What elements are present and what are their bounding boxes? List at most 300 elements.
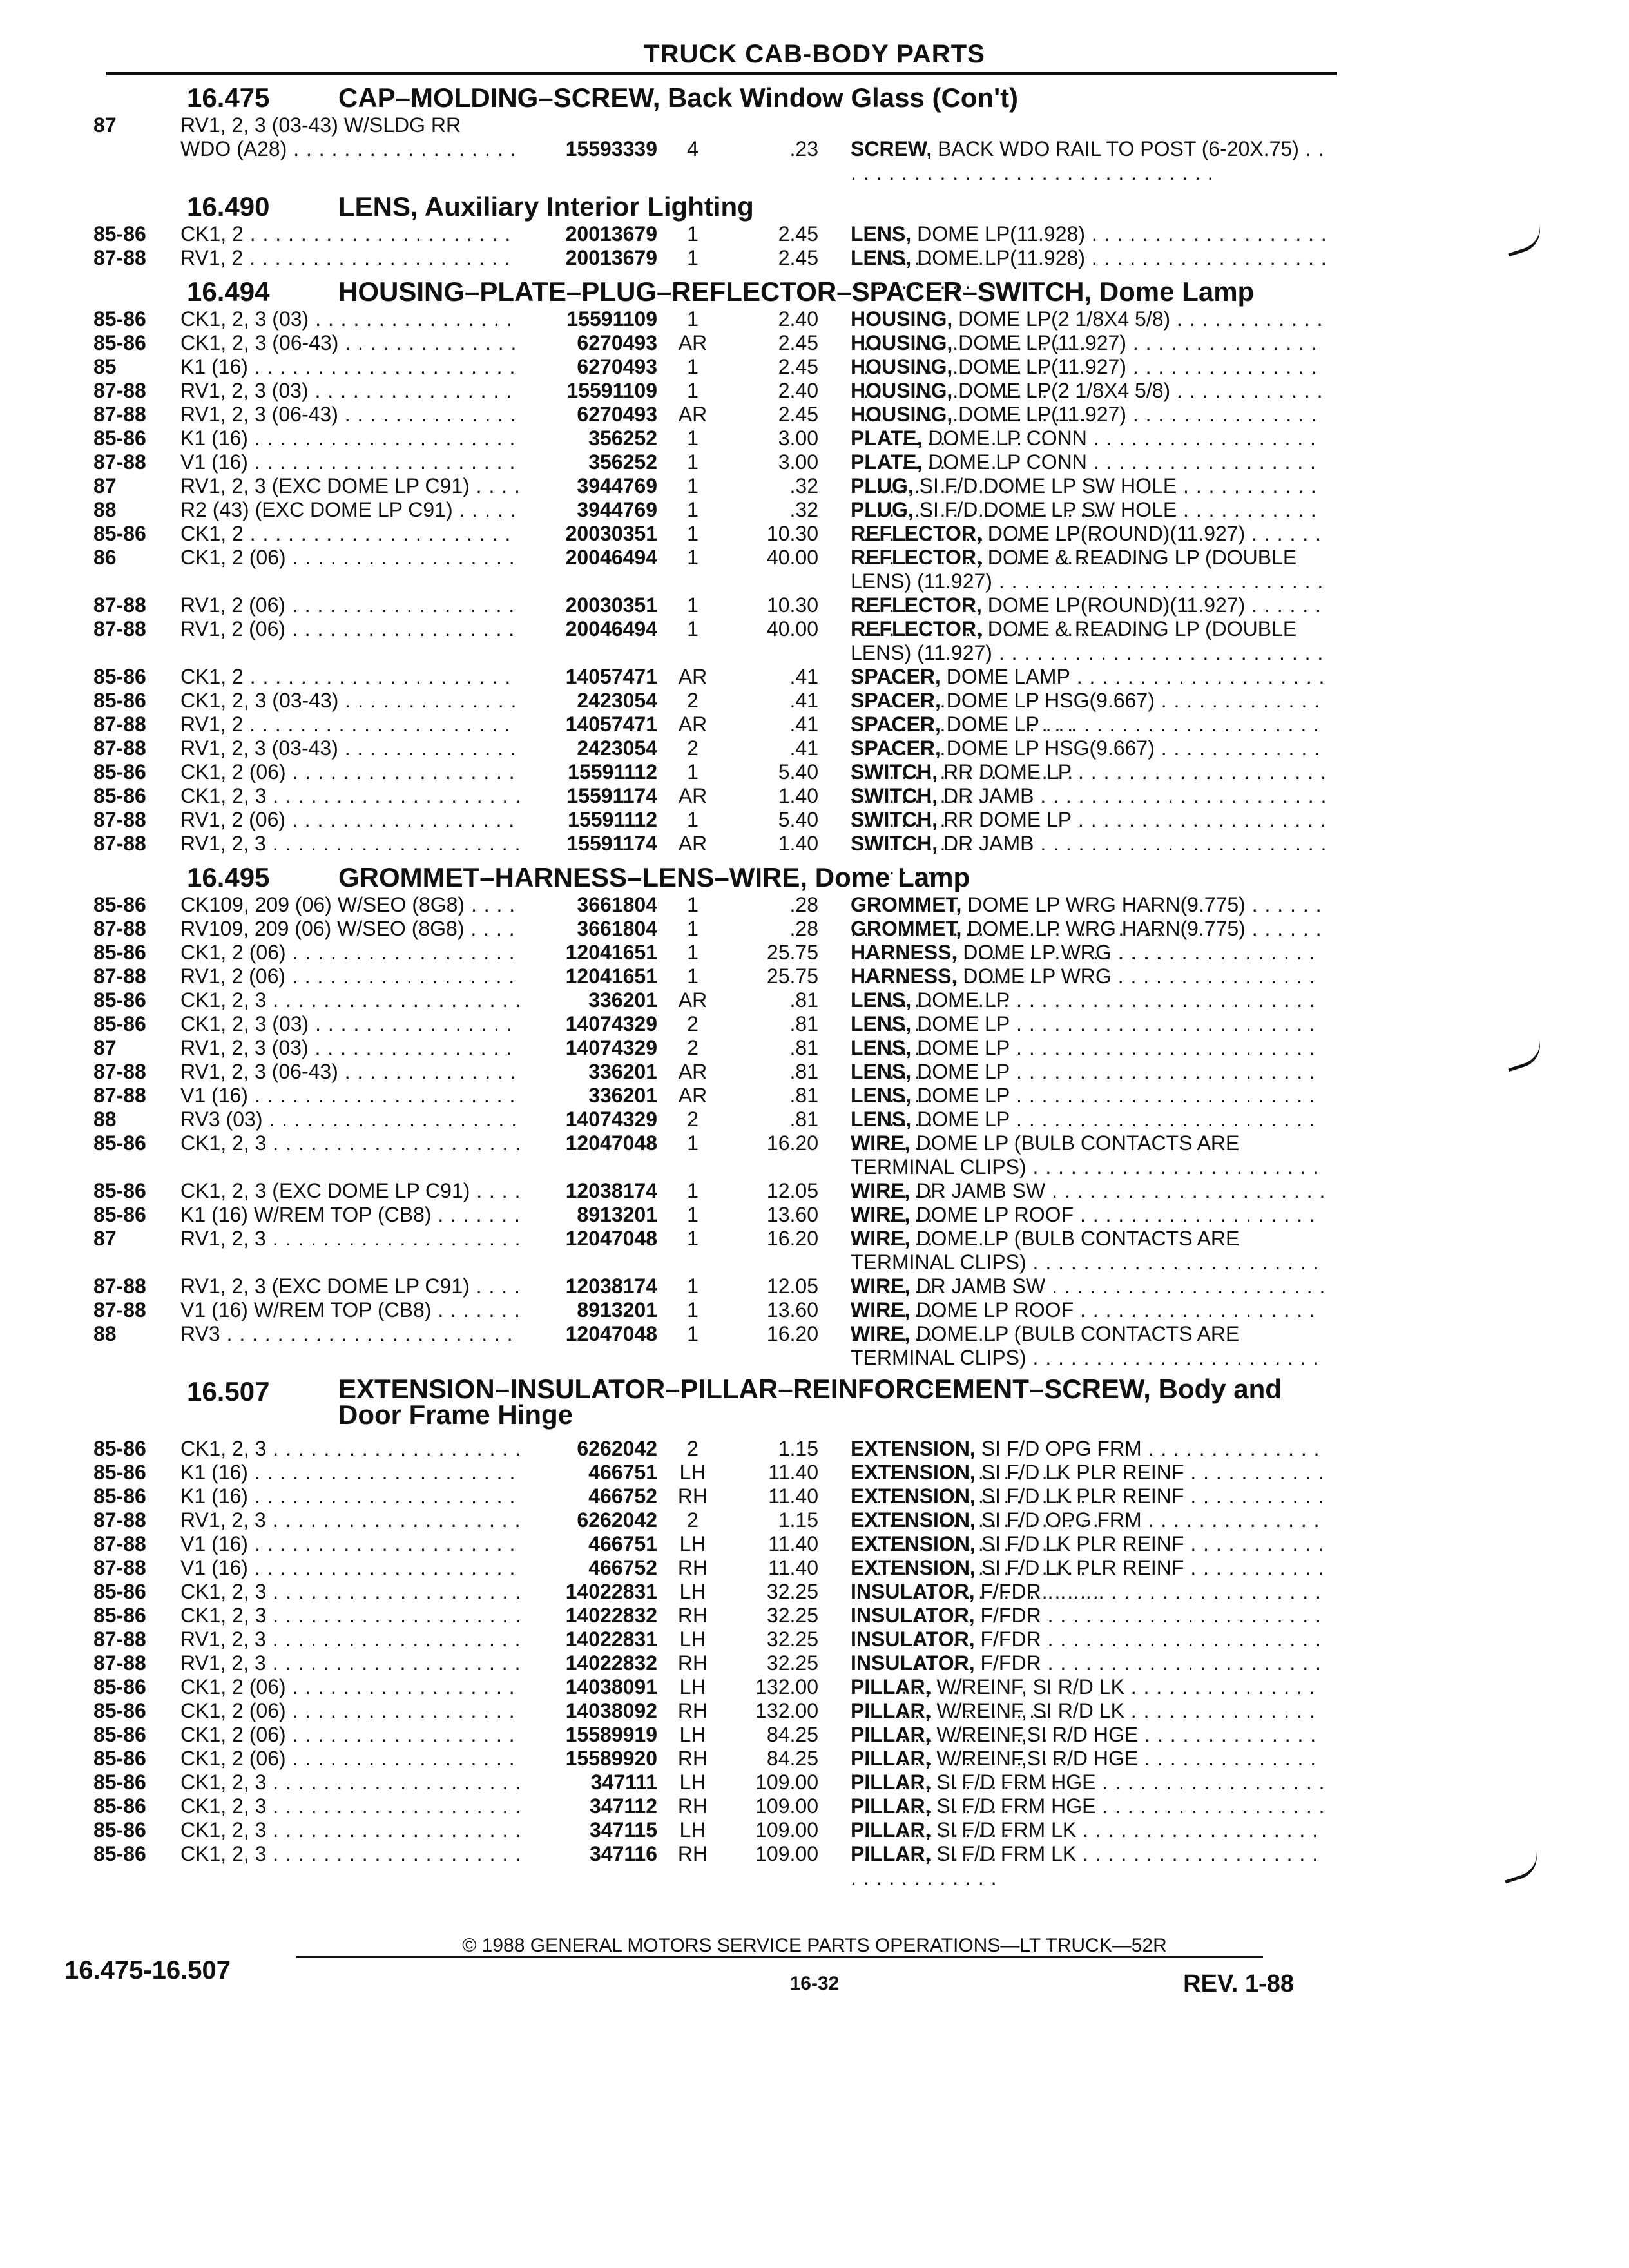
part-price: 132.00 bbox=[755, 1675, 818, 1698]
part-name: SCREW, bbox=[851, 137, 932, 160]
part-model: RV3 . . . bbox=[180, 1322, 519, 1346]
part-row bbox=[0, 1771, 1629, 1794]
part-price: 5.40 bbox=[778, 760, 818, 783]
part-number: 12041651 bbox=[565, 941, 657, 964]
part-price: 25.75 bbox=[766, 965, 818, 988]
part-price: 12.05 bbox=[766, 1274, 818, 1298]
part-price: 32.25 bbox=[766, 1628, 818, 1651]
part-detail: DOME LP CONN bbox=[928, 427, 1087, 450]
part-name: REFLECTOR, bbox=[851, 593, 982, 617]
part-quantity: RH bbox=[677, 1842, 708, 1865]
part-model: CK1, 2, 3 (03) . . . bbox=[180, 307, 519, 331]
part-name: LENS, bbox=[851, 246, 912, 269]
part-detail: SI F/D FRM HGE bbox=[936, 1794, 1096, 1818]
part-detail: DR JAMB bbox=[943, 832, 1034, 855]
part-model: V1 (16) . . . bbox=[180, 1084, 519, 1108]
part-model: RV1, 2, 3 . . . bbox=[180, 1227, 519, 1251]
part-price: 40.00 bbox=[766, 617, 818, 640]
part-price: 1.15 bbox=[778, 1508, 818, 1532]
part-quantity: 2 bbox=[687, 1508, 699, 1532]
part-number: 15591109 bbox=[566, 307, 657, 331]
part-price: 32.25 bbox=[766, 1604, 818, 1627]
part-name: LENS, bbox=[851, 988, 912, 1012]
part-detail: DOME LP WRG bbox=[963, 965, 1112, 988]
part-row bbox=[0, 1322, 1629, 1370]
part-quantity: RH bbox=[677, 1604, 708, 1627]
part-price: 16.20 bbox=[766, 1322, 818, 1345]
part-quantity: RH bbox=[677, 1699, 708, 1722]
part-quantity: 1 bbox=[687, 1322, 699, 1345]
part-years: 85-86 bbox=[93, 1203, 146, 1226]
part-number: 466752 bbox=[588, 1485, 657, 1508]
part-detail: DOME LP bbox=[917, 1060, 1010, 1083]
part-detail: SI F/D LK PLR REINF bbox=[981, 1461, 1184, 1484]
part-quantity: LH bbox=[679, 1532, 706, 1555]
part-quantity: 4 bbox=[687, 137, 699, 160]
part-price: .28 bbox=[789, 917, 818, 940]
part-model: CK1, 2, 3 (03-43) . . . bbox=[180, 689, 519, 713]
part-detail: DOME LP bbox=[946, 713, 1039, 736]
part-name: PLATE, bbox=[851, 450, 923, 474]
part-number: 3661804 bbox=[577, 893, 657, 916]
part-number: 20030351 bbox=[565, 522, 657, 545]
part-price: 84.25 bbox=[766, 1723, 818, 1746]
part-row bbox=[0, 1179, 1629, 1203]
part-detail: DOME LP WRG HARN(9.775) bbox=[967, 893, 1246, 916]
part-number: 6270493 bbox=[577, 331, 657, 354]
part-name: REFLECTOR, bbox=[851, 617, 982, 640]
part-years: 85-86 bbox=[93, 427, 146, 450]
part-model: RV1, 2, 3 . . . bbox=[180, 1651, 519, 1675]
part-years: 87-88 bbox=[93, 593, 146, 617]
part-row bbox=[0, 1747, 1629, 1771]
part-detail: DR JAMB SW bbox=[916, 1274, 1046, 1298]
part-row bbox=[0, 1036, 1629, 1060]
part-row bbox=[0, 1675, 1629, 1699]
part-row bbox=[0, 522, 1629, 546]
part-name: PLUG, bbox=[851, 498, 914, 521]
part-number: 12047048 bbox=[565, 1131, 657, 1155]
part-model: CK1, 2 (06) . . . bbox=[180, 941, 519, 965]
part-price: 2.45 bbox=[778, 331, 818, 354]
part-row bbox=[0, 665, 1629, 689]
part-quantity: LH bbox=[679, 1675, 706, 1698]
part-years: 87-88 bbox=[93, 965, 146, 988]
part-quantity: RH bbox=[677, 1794, 708, 1818]
part-years: 85-86 bbox=[93, 1699, 146, 1722]
part-price: 11.40 bbox=[768, 1532, 818, 1555]
part-price: .41 bbox=[789, 665, 818, 688]
part-model: CK1, 2 . . . bbox=[180, 522, 519, 546]
footer-page-number: 16-32 bbox=[789, 1973, 840, 1994]
part-name: SPACER, bbox=[851, 736, 941, 760]
part-detail: DOME LP(11.927) bbox=[958, 331, 1126, 354]
part-price: .32 bbox=[789, 498, 818, 521]
part-price: 11.40 bbox=[768, 1556, 818, 1579]
part-years: 87-88 bbox=[93, 917, 146, 940]
part-quantity: AR bbox=[678, 403, 708, 426]
part-number: 14057471 bbox=[565, 713, 657, 736]
part-number: 15591174 bbox=[566, 832, 657, 855]
part-row bbox=[0, 784, 1629, 808]
part-number: 15593339 bbox=[565, 137, 657, 160]
part-model: RV1, 2 (06) . . . bbox=[180, 593, 519, 617]
part-price: 10.30 bbox=[766, 593, 818, 617]
part-number: 6262042 bbox=[577, 1437, 657, 1460]
part-number: 356252 bbox=[588, 450, 657, 474]
part-model: K1 (16) . . . bbox=[180, 427, 519, 450]
part-price: 16.20 bbox=[766, 1131, 818, 1155]
part-detail: F/FDR bbox=[980, 1628, 1041, 1651]
part-detail: DOME LP HSG(9.667) bbox=[946, 689, 1155, 712]
part-number: 20046494 bbox=[565, 617, 657, 640]
section-title: HOUSING–PLATE–PLUG–REFLECTOR–SPACER–SWITCH, Dome Lamp bbox=[338, 276, 1255, 307]
section-header bbox=[0, 76, 1629, 113]
part-quantity: 1 bbox=[687, 355, 699, 378]
part-detail: SI F/D DOME LP SW HOLE bbox=[919, 498, 1177, 521]
part-row bbox=[0, 832, 1629, 856]
part-quantity: 1 bbox=[687, 1131, 699, 1155]
part-years: 85-86 bbox=[93, 1675, 146, 1698]
part-detail: DOME LP (BULB CONTACTS ARE TERMINAL CLIPS) bbox=[851, 1322, 1240, 1369]
part-model: CK1, 2, 3 . . . bbox=[180, 784, 519, 808]
part-quantity: RH bbox=[677, 1747, 708, 1770]
part-quantity: 1 bbox=[687, 427, 699, 450]
part-row bbox=[0, 1012, 1629, 1036]
part-name: SPACER, bbox=[851, 689, 941, 712]
part-model: RV1, 2 (06) . . . bbox=[180, 617, 519, 641]
part-model: CK1, 2, 3 (EXC DOME LP C91) . . . bbox=[180, 1179, 519, 1203]
part-quantity: AR bbox=[678, 331, 708, 354]
part-name: LENS, bbox=[851, 1108, 912, 1131]
part-price: 11.40 bbox=[768, 1485, 818, 1508]
part-number: 15589920 bbox=[565, 1747, 657, 1770]
part-name: INSULATOR, bbox=[851, 1628, 975, 1651]
part-years: 85-86 bbox=[93, 1437, 146, 1460]
part-row bbox=[0, 1699, 1629, 1723]
part-number: 14038092 bbox=[565, 1699, 657, 1722]
part-price: 11.40 bbox=[768, 1461, 818, 1484]
part-name: HOUSING, bbox=[851, 331, 953, 354]
part-detail: SI F/D FRM HGE bbox=[936, 1771, 1096, 1794]
part-detail: DOME LP HSG(9.667) bbox=[946, 736, 1155, 760]
part-detail: DOME LP (BULB CONTACTS ARE TERMINAL CLIPS) bbox=[851, 1227, 1240, 1274]
part-quantity: AR bbox=[678, 988, 708, 1012]
part-number: 336201 bbox=[588, 988, 657, 1012]
part-detail: DOME LP(11.927) bbox=[958, 355, 1126, 378]
part-years: 87-88 bbox=[93, 379, 146, 402]
section-header bbox=[0, 856, 1629, 893]
part-name: PLUG, bbox=[851, 474, 914, 497]
part-detail: DOME LP WRG bbox=[963, 941, 1112, 964]
part-name: HOUSING, bbox=[851, 403, 953, 426]
section-number: 16.475 bbox=[187, 82, 270, 113]
part-row bbox=[0, 1108, 1629, 1131]
part-name: HOUSING, bbox=[851, 355, 953, 378]
part-price: 109.00 bbox=[755, 1794, 818, 1818]
part-years: 85-86 bbox=[93, 1842, 146, 1865]
part-years: 85-86 bbox=[93, 689, 146, 712]
part-model: RV1, 2, 3 . . . bbox=[180, 832, 519, 856]
part-years: 87-88 bbox=[93, 1060, 146, 1083]
part-price: .81 bbox=[789, 1012, 818, 1035]
part-number: 3944769 bbox=[577, 474, 657, 497]
part-model: K1 (16) W/REM TOP (CB8) . . . bbox=[180, 1203, 519, 1227]
part-name: LENS, bbox=[851, 1012, 912, 1035]
part-price: .32 bbox=[789, 474, 818, 497]
part-years: 87-88 bbox=[93, 1274, 146, 1298]
part-detail: DOME LP(11.928) bbox=[917, 222, 1085, 245]
part-detail: DOME LP(ROUND)(11.927) bbox=[987, 522, 1246, 545]
part-number: 12038174 bbox=[565, 1179, 657, 1202]
part-price: 2.45 bbox=[778, 355, 818, 378]
part-number: 20013679 bbox=[565, 246, 657, 269]
part-years: 87-88 bbox=[93, 1532, 146, 1555]
part-name: HARNESS, bbox=[851, 941, 958, 964]
part-row bbox=[0, 222, 1629, 246]
part-name: REFLECTOR, bbox=[851, 546, 982, 569]
part-price: 2.45 bbox=[778, 403, 818, 426]
part-detail: DOME LP(11.928) bbox=[917, 246, 1085, 269]
part-detail: SI F/D FRM LK bbox=[936, 1818, 1077, 1841]
section-title: EXTENSION–INSULATOR–PILLAR–REINFORCEMENT–SCREW, Body and Door Frame Hinge bbox=[338, 1374, 1282, 1430]
part-years: 87 bbox=[93, 113, 117, 137]
part-detail: DOME LP(ROUND)(11.927) bbox=[987, 593, 1246, 617]
part-years: 87 bbox=[93, 1036, 117, 1059]
part-number: 3661804 bbox=[577, 917, 657, 940]
part-number: 6270493 bbox=[577, 403, 657, 426]
part-detail: SI F/D DOME LP SW HOLE bbox=[919, 474, 1177, 497]
part-quantity: LH bbox=[679, 1461, 706, 1484]
part-model: CK1, 2 (06) . . . bbox=[180, 1675, 519, 1699]
part-years: 85-86 bbox=[93, 522, 146, 545]
part-row bbox=[0, 1485, 1629, 1508]
part-years: 87-88 bbox=[93, 1298, 146, 1321]
part-price: 2.45 bbox=[778, 222, 818, 245]
part-model: CK1, 2, 3 (06-43) . . . bbox=[180, 331, 519, 355]
part-number: 466751 bbox=[588, 1461, 657, 1484]
part-years: 85-86 bbox=[93, 893, 146, 916]
part-row bbox=[0, 1084, 1629, 1108]
part-number: 20013679 bbox=[565, 222, 657, 245]
part-detail: DOME & READING LP (DOUBLE LENS) (11.927) bbox=[851, 617, 1297, 664]
part-name: HARNESS, bbox=[851, 965, 958, 988]
part-model: RV1, 2, 3 (03) . . . bbox=[180, 1036, 519, 1060]
part-model: RV1, 2 (06) . . . bbox=[180, 808, 519, 832]
part-row bbox=[0, 593, 1629, 617]
part-quantity: 2 bbox=[687, 1036, 699, 1059]
part-years: 87-88 bbox=[93, 246, 146, 269]
part-name: PILLAR, bbox=[851, 1723, 931, 1746]
part-detail: DOME LP ROOF bbox=[916, 1203, 1074, 1226]
part-number: 14057471 bbox=[565, 665, 657, 688]
part-row bbox=[0, 1227, 1629, 1274]
section-title: CAP–MOLDING–SCREW, Back Window Glass (Con't) bbox=[338, 82, 1019, 113]
part-row bbox=[0, 498, 1629, 522]
part-years: 85 bbox=[93, 355, 117, 378]
part-name: PILLAR, bbox=[851, 1747, 931, 1770]
part-name: SWITCH, bbox=[851, 784, 938, 807]
part-detail: DOME LAMP bbox=[946, 665, 1070, 688]
part-price: 12.05 bbox=[766, 1179, 818, 1202]
part-number: 12047048 bbox=[565, 1322, 657, 1345]
part-row bbox=[0, 1203, 1629, 1227]
part-years: 87-88 bbox=[93, 736, 146, 760]
part-number: 12047048 bbox=[565, 1227, 657, 1250]
part-detail: DOME LP(2 1/8X4 5/8) bbox=[958, 307, 1171, 331]
part-quantity: LH bbox=[679, 1723, 706, 1746]
part-detail: DOME LP CONN bbox=[928, 450, 1087, 474]
part-name: WIRE, bbox=[851, 1322, 911, 1345]
part-model: CK1, 2, 3 . . . bbox=[180, 1580, 519, 1604]
part-detail: W/REINF,SI R/D HGE bbox=[936, 1723, 1139, 1746]
part-model: CK1, 2 (06) . . . bbox=[180, 1723, 519, 1747]
part-number: 15591112 bbox=[568, 760, 657, 783]
part-model: RV3 (03) . . . bbox=[180, 1108, 519, 1131]
part-name: LENS, bbox=[851, 1060, 912, 1083]
part-name: WIRE, bbox=[851, 1227, 911, 1250]
part-number: 14022831 bbox=[565, 1628, 657, 1651]
part-name: INSULATOR, bbox=[851, 1651, 975, 1675]
part-model: CK1, 2, 3 . . . bbox=[180, 1131, 519, 1155]
part-number: 466751 bbox=[588, 1532, 657, 1555]
part-row bbox=[0, 965, 1629, 988]
part-model: CK1, 2 . . . bbox=[180, 222, 519, 246]
part-row bbox=[0, 941, 1629, 965]
part-years: 87-88 bbox=[93, 1508, 146, 1532]
part-row bbox=[0, 689, 1629, 713]
part-row bbox=[0, 355, 1629, 379]
part-quantity: 1 bbox=[687, 617, 699, 640]
part-name: EXTENSION, bbox=[851, 1437, 976, 1460]
part-price: 1.40 bbox=[778, 784, 818, 807]
part-years: 86 bbox=[93, 546, 117, 569]
part-years: 87-88 bbox=[93, 808, 146, 831]
part-name: GROMMET, bbox=[851, 893, 962, 916]
part-price: 1.40 bbox=[778, 832, 818, 855]
part-years: 87-88 bbox=[93, 713, 146, 736]
part-model: RV1, 2, 3 . . . bbox=[180, 1628, 519, 1651]
part-name: PILLAR, bbox=[851, 1699, 931, 1722]
part-price: 25.75 bbox=[766, 941, 818, 964]
part-quantity: 1 bbox=[687, 522, 699, 545]
part-row bbox=[0, 379, 1629, 403]
part-years: 85-86 bbox=[93, 988, 146, 1012]
part-number: 8913201 bbox=[577, 1203, 657, 1226]
part-row bbox=[0, 474, 1629, 498]
part-name: WIRE, bbox=[851, 1203, 911, 1226]
part-row bbox=[0, 1723, 1629, 1747]
part-row bbox=[0, 917, 1629, 941]
section-header bbox=[0, 1370, 1629, 1437]
part-number: 336201 bbox=[588, 1060, 657, 1083]
page-title: TRUCK CAB-BODY PARTS bbox=[644, 40, 985, 68]
part-name: LENS, bbox=[851, 1084, 912, 1107]
part-number: 14038091 bbox=[565, 1675, 657, 1698]
part-number: 3944769 bbox=[577, 498, 657, 521]
part-name: SWITCH, bbox=[851, 832, 938, 855]
part-number: 14074329 bbox=[565, 1036, 657, 1059]
part-description bbox=[851, 137, 1327, 185]
part-years: 85-86 bbox=[93, 1012, 146, 1035]
part-years: 85-86 bbox=[93, 784, 146, 807]
part-model: CK1, 2, 3 . . . bbox=[180, 988, 519, 1012]
part-name: WIRE, bbox=[851, 1298, 911, 1321]
part-years: 85-86 bbox=[93, 1179, 146, 1202]
part-price: .41 bbox=[789, 736, 818, 760]
part-row bbox=[0, 1604, 1629, 1628]
part-quantity: 1 bbox=[687, 1274, 699, 1298]
part-years: 87-88 bbox=[93, 1628, 146, 1651]
part-price: .41 bbox=[789, 689, 818, 712]
part-years: 87-88 bbox=[93, 1651, 146, 1675]
part-name: PILLAR, bbox=[851, 1771, 931, 1794]
part-name: LENS, bbox=[851, 222, 912, 245]
part-years: 88 bbox=[93, 498, 117, 521]
part-detail: DOME LP bbox=[917, 988, 1010, 1012]
part-row bbox=[0, 1628, 1629, 1651]
part-model: CK109, 209 (06) W/SEO (8G8) . . . bbox=[180, 893, 519, 917]
part-row bbox=[0, 713, 1629, 736]
part-row bbox=[0, 1131, 1629, 1179]
part-model: RV109, 209 (06) W/SEO (8G8) . . . bbox=[180, 917, 519, 941]
part-description bbox=[851, 1842, 1327, 1890]
part-detail: DR JAMB SW bbox=[916, 1179, 1046, 1202]
part-years: 87-88 bbox=[93, 403, 146, 426]
part-row bbox=[0, 617, 1629, 665]
section-number: 16.490 bbox=[187, 191, 270, 222]
part-number: 6270493 bbox=[577, 355, 657, 378]
part-price: 109.00 bbox=[755, 1818, 818, 1841]
part-years: 87 bbox=[93, 474, 117, 497]
part-number: 15591109 bbox=[566, 379, 657, 402]
part-price: .81 bbox=[789, 1084, 818, 1107]
part-years: 85-86 bbox=[93, 665, 146, 688]
part-years: 87-88 bbox=[93, 450, 146, 474]
part-quantity: 1 bbox=[687, 593, 699, 617]
part-model: RV1, 2 (06) . . . bbox=[180, 965, 519, 988]
part-number: 12038174 bbox=[565, 1274, 657, 1298]
part-price: 16.20 bbox=[766, 1227, 818, 1250]
part-detail: DOME LP (BULB CONTACTS ARE TERMINAL CLIPS) bbox=[851, 1131, 1240, 1178]
part-name: GROMMET, bbox=[851, 917, 962, 940]
part-price: .81 bbox=[789, 1060, 818, 1083]
part-price: .28 bbox=[789, 893, 818, 916]
part-model: V1 (16) W/REM TOP (CB8) . . . bbox=[180, 1298, 519, 1322]
part-price: .81 bbox=[789, 988, 818, 1012]
part-years: 85-86 bbox=[93, 1485, 146, 1508]
footer-copyright bbox=[0, 1935, 1629, 1957]
part-price: 13.60 bbox=[766, 1298, 818, 1321]
part-price: 10.30 bbox=[766, 522, 818, 545]
section-title: GROMMET–HARNESS–LENS–WIRE, Dome Lamp bbox=[338, 862, 970, 892]
part-name: PILLAR, bbox=[851, 1794, 931, 1818]
part-model: V1 (16) . . . bbox=[180, 1556, 519, 1580]
part-name: EXTENSION, bbox=[851, 1485, 976, 1508]
part-quantity: 1 bbox=[687, 917, 699, 940]
part-price: 3.00 bbox=[778, 450, 818, 474]
part-quantity: 1 bbox=[687, 760, 699, 783]
part-row bbox=[0, 403, 1629, 427]
part-years: 87 bbox=[93, 1227, 117, 1250]
section-number: 16.494 bbox=[187, 276, 270, 307]
part-number: 15591174 bbox=[566, 784, 657, 807]
part-model: V1 (16) . . . bbox=[180, 450, 519, 474]
part-number: 2423054 bbox=[577, 689, 657, 712]
part-row bbox=[0, 1580, 1629, 1604]
part-model: RV1, 2 . . . bbox=[180, 246, 519, 270]
part-quantity: 1 bbox=[687, 474, 699, 497]
